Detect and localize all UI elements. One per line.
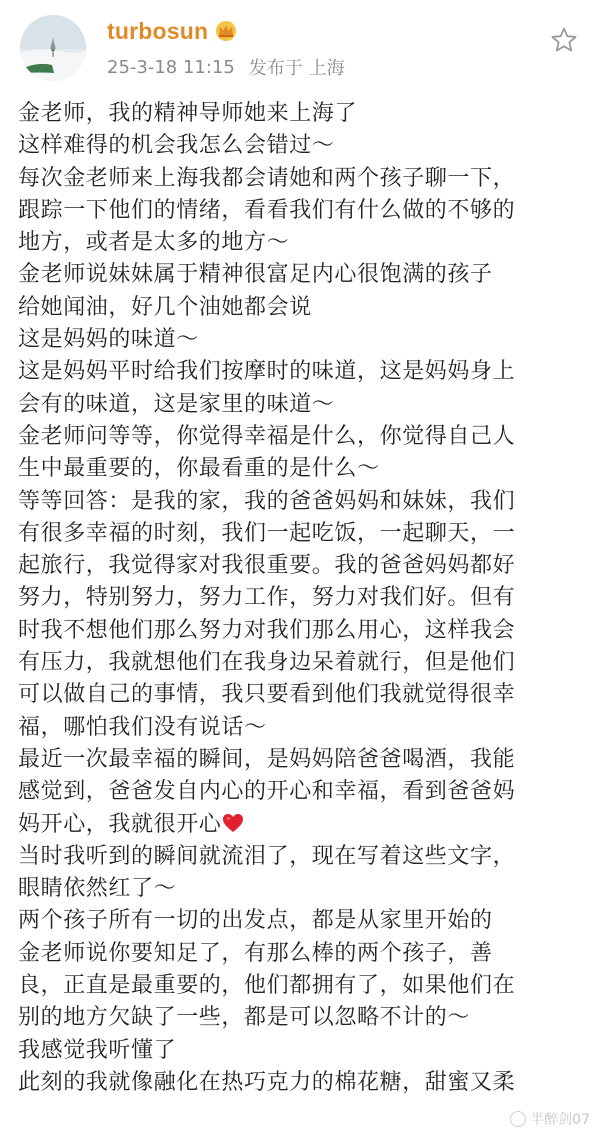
body-line: 可以做自己的事情，我只要看到他们我就觉得很幸 xyxy=(18,682,516,708)
body-line: 给她闻油，好几个油她都会说 xyxy=(18,294,312,320)
body-line: 这是妈妈的味道～ xyxy=(18,327,199,353)
body-line: 起旅行，我觉得家对我很重要。我的爸爸妈妈都好 xyxy=(18,553,516,579)
body-line-text: 妈开心，我就很开心 xyxy=(18,811,222,837)
username[interactable]: turbosun xyxy=(107,17,209,44)
body-line: 时我不想他们那么努力对我们那么用心，这样我会 xyxy=(18,617,516,643)
post-timestamp: 25-3-18 11:15 xyxy=(107,56,235,78)
crown-badge-icon xyxy=(214,20,238,42)
avatar[interactable] xyxy=(20,15,86,81)
body-line: 我感觉我听懂了 xyxy=(18,1037,177,1063)
body-line-with-heart xyxy=(18,809,588,841)
body-line: 最近一次最幸福的瞬间，是妈妈陪爸爸喝酒，我能 xyxy=(18,746,516,772)
body-line: 金老师问等等，你觉得幸福是什么，你觉得自己人 xyxy=(18,423,516,449)
body-line: 两个孩子所有一切的出发点，都是从家里开始的 xyxy=(18,908,493,934)
body-line: 努力，特别努力，努力工作，努力对我们好。但有 xyxy=(18,585,516,611)
body-line: 有压力，我就想他们在我身边呆着就行，但是他们 xyxy=(18,650,516,676)
body-line: 金老师说你要知足了，有那么棒的两个孩子，善 xyxy=(18,940,493,966)
body-line: 福，哪怕我们没有说话～ xyxy=(18,714,267,740)
post-location: 发布于 上海 xyxy=(248,58,345,79)
body-line: 感觉到，爸爸发自内心的开心和幸福，看到爸爸妈 xyxy=(18,779,516,805)
body-line: 眼睛依然红了～ xyxy=(18,876,177,902)
body-line: 金老师说妹妹属于精神很富足内心很饱满的孩子 xyxy=(18,262,493,288)
body-line: 生中最重要的，你最看重的是什么～ xyxy=(18,456,380,482)
post-body xyxy=(18,98,588,1099)
watermark-logo-icon xyxy=(510,1111,526,1127)
red-heart-emoji-icon xyxy=(222,811,244,831)
body-line: 别的地方欠缺了一些，都是可以忽略不计的～ xyxy=(18,1005,471,1031)
snowy-landscape-avatar-icon xyxy=(20,15,86,81)
body-line: 良，正直是最重要的，他们都拥有了，如果他们在 xyxy=(18,973,516,999)
post-header xyxy=(0,0,600,95)
body-line: 会有的味道，这是家里的味道～ xyxy=(18,391,335,417)
watermark xyxy=(510,1109,590,1129)
body-line: 有很多幸福的时刻，我们一起吃饭，一起聊天，一 xyxy=(18,520,516,546)
star-outline-icon[interactable] xyxy=(550,26,578,54)
username-row xyxy=(107,14,238,48)
post-meta xyxy=(107,53,345,81)
body-line: 地方，或者是太多的地方～ xyxy=(18,230,290,256)
body-line: 跟踪一下他们的情绪，看看我们有什么做的不够的 xyxy=(18,197,516,223)
watermark-text: 半醉剑07 xyxy=(530,1112,590,1128)
body-line: 金老师，我的精神导师她来上海了 xyxy=(18,101,358,126)
body-line: 每次金老师来上海我都会请她和两个孩子聊一下， xyxy=(18,165,516,191)
body-line: 这样难得的机会我怎么会错过～ xyxy=(18,133,335,159)
body-line: 等等回答：是我的家，我的爸爸妈妈和妹妹，我们 xyxy=(18,488,516,514)
body-line: 此刻的我就像融化在热巧克力的棉花糖，甜蜜又柔 xyxy=(18,1069,516,1095)
body-line: 当时我听到的瞬间就流泪了，现在写着这些文字， xyxy=(18,843,516,869)
body-line: 这是妈妈平时给我们按摩时的味道，这是妈妈身上 xyxy=(18,359,516,385)
